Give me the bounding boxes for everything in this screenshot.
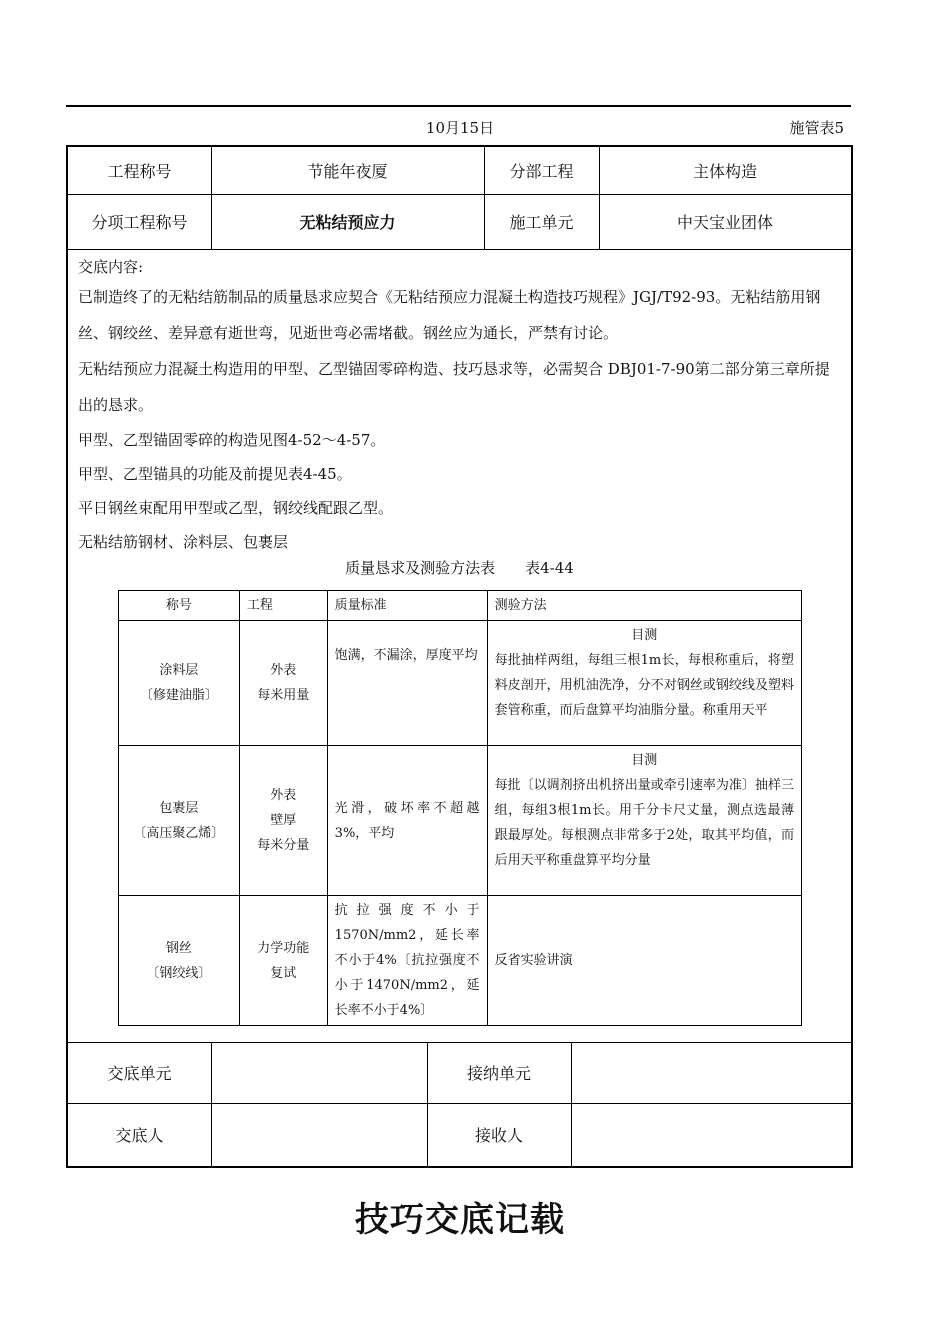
table-caption: 质量恳求及测验方法表 表4-44 [345,559,574,577]
from-unit-label: 交底单元 [107,1064,172,1083]
name-cell: 包裹层 〔高压聚乙烯〕 [119,746,240,896]
content-paragraph: 无粘结筋钢材、涂料层、包裹层 [78,533,289,551]
from-person-field[interactable] [211,1103,427,1166]
header-cell: 质量标准 [327,591,487,621]
table-row [119,746,802,896]
subitem-label: 分项工程称号 [91,213,188,232]
method-cell: 反省实验讲演 [487,896,801,1026]
to-unit-field[interactable] [571,1042,851,1103]
item-cell: 力学功能 复试 [239,896,327,1026]
content-paragraph: 平日钢丝束配用甲型或乙型，钢绞线配跟乙型。 [78,499,394,517]
table-header-row [119,591,802,621]
content-paragraph: 甲型、乙型锚具的功能及前提见表4-45。 [78,465,352,483]
header-cell: 工程 [239,591,327,621]
name-cell: 涂料层 〔修建油脂〕 [119,621,240,746]
item-cell: 外表 壁厚 每米分量 [239,746,327,896]
standard-cell: 饱满，不漏涂，厚度平均 [327,621,487,746]
content-paragraph: 已制造终了的无粘结筋制品的质量恳求应契合《无粘结预应力混凝土构造技巧规程》JGJ/T92-93。无粘结筋用钢丝、钢绞丝、差异意有逝世弯，见逝世弯必需堵截。钢丝应为通长，严禁有讨论。 [78,288,821,342]
name-cell: 钢丝 〔钢绞线〕 [119,896,240,1026]
document-title: 技巧交底记载 [355,1200,565,1240]
content-paragraph: 甲型、乙型锚固零碎的构造见图4-52～4-57。 [78,431,386,449]
subitem-value: 无粘结预应力 [299,213,396,232]
quality-table [118,590,802,1026]
date: 10月15日 [425,119,495,137]
table-row [119,896,802,1026]
to-unit-label: 接纳单元 [466,1064,531,1083]
header-cell: 称号 [119,591,240,621]
table-row [119,621,802,746]
item-cell: 外表 每米用量 [239,621,327,746]
division-value: 主体构造 [692,162,757,181]
to-person-field[interactable] [571,1103,851,1166]
divider [68,249,851,250]
method-cell [487,746,801,896]
method-top: 目测 [631,753,658,768]
content-body [78,255,843,559]
header-cell: 测验方法 [487,591,801,621]
method-text: 每批〔以调剂挤出机挤出量或牵引速率为准〕抽样三组，每组3根1m长。用千分卡尺丈量，测点选最薄跟最厚处。每根测点非常多于2处，取其平均值，而后用天平称重盘算平均分量 [494,778,794,868]
form-number: 施管表5 [789,119,844,137]
from-unit-field[interactable] [211,1042,427,1103]
content-paragraph: 无粘结预应力混凝土构造用的甲型、乙型锚固零碎构造、技巧恳求等，必需契合 DBJ01-7-90第二部分第三章所提出的恳求。 [78,360,830,414]
project-value: 节能年夜厦 [307,162,388,181]
division-label: 分部工程 [509,162,574,181]
header-rule [66,105,851,107]
form-frame [66,145,853,1168]
standard-cell: 光滑，破坏率不超越3%，平均 [327,746,487,896]
method-top: 目测 [631,628,658,643]
method-text: 每批抽样两组，每组三根1m长，每根称重后，将塑料皮剖开，用机油洗净，分不对钢丝或钢绞线及塑料套管称重，而后盘算平均油脂分量。称重用天平 [494,653,794,718]
from-person-label: 交底人 [115,1126,164,1145]
method-cell [487,621,801,746]
standard-cell: 抗拉强度不小于1570N/mm2，延长率不小于4%〔抗拉强度不小于1470N/mm2，延长率不小于4%〕 [327,896,487,1026]
to-person-label: 接收人 [474,1126,523,1145]
unit-value: 中天宝业团体 [676,213,773,232]
content-label: 交底内容: [78,258,144,276]
unit-label: 施工单元 [509,213,574,232]
project-label: 工程称号 [107,162,172,181]
